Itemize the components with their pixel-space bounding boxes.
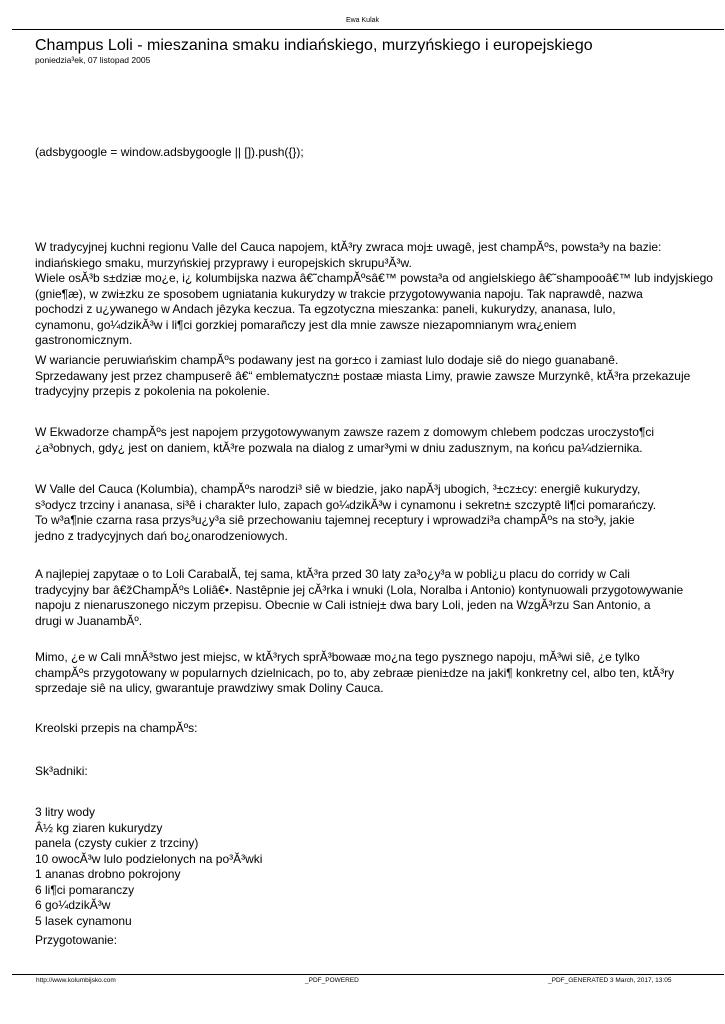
paragraph-line: To w³a¶nie czarna rasa przys³u¿y³a siê przechowaniu tajemnej receptury i wprowadzi³a champĂºs na sto³y, jakie — [35, 513, 635, 527]
article-date: poniedzia³ek, 07 listopad 2005 — [35, 55, 151, 65]
paragraph-line: W Valle del Cauca (Kolumbia), champĂºs narodzi³ siê w biedzie, jako napĂ³j ubogich, ³±cz±cy: energiê kukurydzy, — [35, 482, 641, 496]
paragraph-line: indiańskiego smaku, murzyńskiej przyprawy i europejskich skrupu³Ă³w. — [35, 255, 412, 270]
paragraph-line: A najlepiej zapytaæ o to Loli CarabalĂ, tej sama, ktĂ³ra przed 30 laty za³o¿y³a w pobli¿u placu do corridy w Cali — [35, 567, 630, 581]
paragraph-line: W wariancie peruwiańskim champĂºs podawany jest na gor±co i zamiast lulo dodaje siê do niego guanabanê. — [35, 353, 619, 367]
paragraph-line: Mimo, ¿e w Cali mnĂ³stwo jest miejsc, w ktĂ³rych sprĂ³bowaæ mo¿na tego pysznego napoju, mĂ³wi siê, ¿e tylko — [35, 650, 640, 664]
paragraph-ecuador — [35, 425, 723, 456]
paragraph-line: W Ekwadorze champĂºs jest napojem przygotowywanym zawsze razem z domowym chlebem podczas uroczysto¶ci — [35, 425, 655, 439]
paragraph-peru — [35, 353, 723, 400]
paragraph-line: gastronomicznym. — [35, 333, 133, 347]
paragraph-line: tradycyjny bar â€žChampĂºs Loliâ€•. Nastêpnie jej cĂ³rka i wnuki (Lola, Noralba i Antonio) kontynuowali przygotowywanie — [35, 582, 684, 597]
paragraph-line: napoju z nienaruszonego niczym przepisu. Obecnie w Cali istniej± dwa bary Loli, jeden na WzgĂ³rzu San Antonio, a — [35, 598, 651, 612]
paragraph-loli-carabali — [35, 567, 723, 629]
ads-script-text — [35, 145, 723, 161]
ingredient-item: Â½ kg ziaren kukurydzy — [35, 820, 163, 835]
footer-url[interactable]: http://www.kolumbijsko.com — [36, 977, 116, 984]
ingredient-item: 3 litry wody — [35, 805, 96, 819]
footer-rule — [12, 974, 724, 975]
paragraph-cali-places — [35, 650, 723, 697]
ingredient-item: 6 go¼dzikĂ³w — [35, 898, 111, 912]
paragraph-line: sprzedaje siê na ulicy, gwarantuje prawdziwy smak Doliny Cauca. — [35, 681, 384, 695]
paragraph-line: champĂºs przygotowany w popularnych dzielnicach, po to, aby zebraæ pieni±dze na jaki¶ konkretny cel, albo ten, ktĂ³ry — [35, 665, 675, 680]
preparation-label: Przygotowanie: — [35, 933, 118, 947]
paragraph-line: s³odycz trzciny i ananasa, si³ê i charakter lulo, zapach go¼dzikĂ³w i cynamonu i sekretn± szczyptê li¶ci pomarańczy. — [35, 497, 657, 512]
paragraph-line: Sprzedawany jest przez champuserê â€“ emblematyczn± postaæ miasta Limy, prawie zawsze Murzynkê, ktĂ³ra przekazuje — [35, 368, 691, 383]
ingredients-heading — [35, 764, 723, 780]
paragraph-intro — [35, 240, 723, 271]
paragraph-line: Wiele osĂ³b s±dziæ mo¿e, i¿ kolumbijska nazwa â€˜champĂºsâ€™ powsta³a od angielskiego â€˜shampooâ€™ lub indyjskiego — [35, 271, 713, 285]
ingredient-item: 5 lasek cynamonu — [35, 913, 132, 928]
author-header: Ewa Kulak — [345, 17, 380, 24]
paragraph-line: jedno z tradycyjnych dań bo¿onarodzeniowych. — [35, 528, 288, 543]
ingredient-item: panela (czysty cukier z trzciny) — [35, 836, 199, 850]
ingredient-item: 1 ananas drobno pokrojony — [35, 867, 181, 881]
footer-generated: _PDF_GENERATED 3 March, 2017, 13:05 — [548, 977, 672, 984]
paragraph-line: pochodzi z u¿ywanego w Andach jêzyka keczua. Ta egzotyczna mieszanka: paneli, kukurydzy, ananasa, lulo, — [35, 302, 616, 316]
paragraph-name-origin — [35, 271, 723, 349]
ads-line: (adsbygoogle = window.adsbygoogle || []).push({}); — [35, 145, 304, 159]
paragraph-line: drugi w JuanambĂº. — [35, 613, 143, 628]
paragraph-line: ¿a³obnych, gdy¿ jest on daniem, ktĂ³re pozwala na dialog z umar³ymi w dniu zadusznym, na końcu pa¼dziernika. — [35, 440, 643, 455]
header-rule — [12, 29, 724, 30]
ingredients-label: Sk³adniki: — [35, 764, 88, 778]
paragraph-line: (gnie¶æ), w zwi±zku ze sposobem ugniatania kukurydzy w trakcie przygotowywania napoju. Tak naprawdê, nazwa — [35, 286, 643, 301]
recipe-label: Kreolski przepis na champĂºs: — [35, 721, 198, 735]
ingredient-item: 10 owocĂ³w lulo podzielonych na po³Ă³wki — [35, 851, 263, 866]
footer-powered: _PDF_POWERED — [305, 977, 359, 984]
preparation-heading — [35, 933, 723, 949]
ingredient-item: 6 li¶ci pomaranczy — [35, 882, 135, 897]
article-title: Champus Loli - mieszanina smaku indiańskiego, murzyńskiego i europejskiego — [35, 37, 593, 54]
paragraph-line: cynamonu, go¼dzikĂ³w i li¶ci gorzkiej pomarañczy jest dla mnie zawsze niezapomnianym wra¿eniem — [35, 317, 577, 332]
paragraph-line: W tradycyjnej kuchni regionu Valle del Cauca napojem, ktĂ³ry zwraca moj± uwagê, jest champĂºs, powsta³y na bazie: — [35, 240, 662, 254]
paragraph-valle-del-cauca — [35, 482, 723, 544]
ingredients-list — [35, 805, 723, 929]
paragraph-line: tradycyjny przepis z pokolenia na pokolenie. — [35, 384, 270, 398]
recipe-heading — [35, 721, 723, 737]
